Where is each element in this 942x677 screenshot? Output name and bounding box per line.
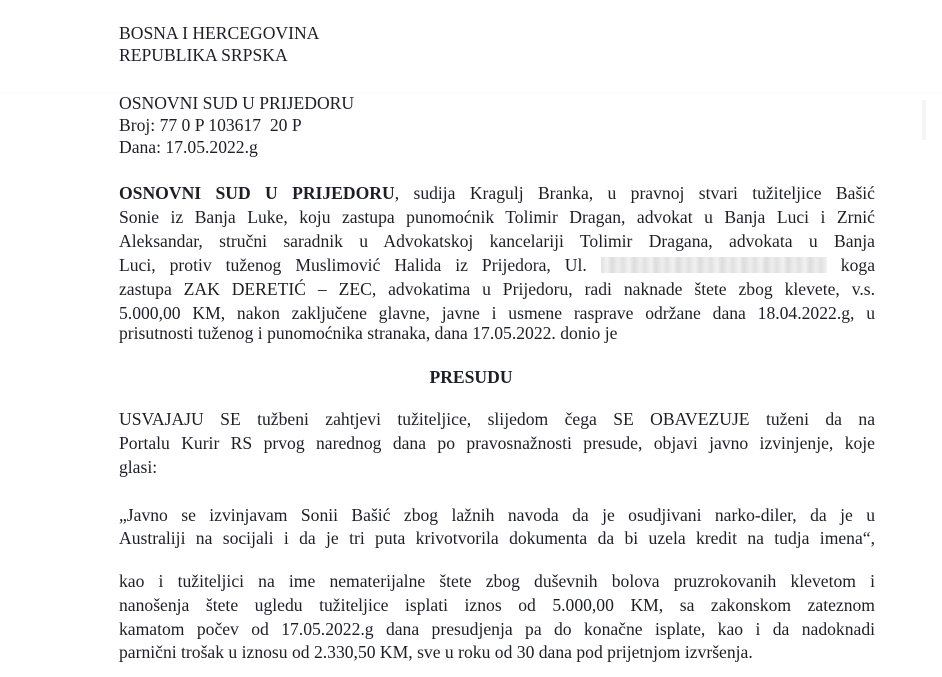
- intro-line-6: 5.000,00 KM, nakon zaključene glavne, javne i usmene rasprave održane dana 18.04.2022.g, u: [119, 303, 875, 323]
- damages-line-1: kao i tužiteljici na ime nematerijalne štete zbog duševnih bolova pruzrokovanih klevetom i: [119, 571, 875, 591]
- header-country: BOSNA I HERCEGOVINA: [119, 23, 320, 43]
- intro-line-2: Sonie iz Banja Luke, koju zastupa punomoćnik Tolimir Dragan, advokat u Banja Luci i Zrnić: [119, 207, 875, 227]
- header-entity: REPUBLIKA SRPSKA: [119, 45, 288, 65]
- scan-edge-artifact: [922, 100, 926, 140]
- quote-line-1: „Javno se izvinjavam Sonii Bašić zbog lažnih navoda da je osudjivani narko-diler, da je u: [119, 505, 875, 525]
- intro-line-4: [119, 254, 875, 276]
- verdict-title: PRESUDU: [429, 367, 513, 387]
- intro-line-4-before: Luci, protiv tuženog Muslimović Halida iz Prijedora, Ul.: [119, 255, 587, 275]
- damages-line-2: nanošenja štete ugledu tužiteljice isplati iznos od 5.000,00 KM, sa zakonskom zateznom: [119, 595, 875, 615]
- intro-line-1-rest: , sudija Kragulj Branka, u pravnoj stvari tužiteljice Bašić: [394, 183, 875, 203]
- header-court: OSNOVNI SUD U PRIJEDORU: [119, 93, 355, 113]
- intro-line-3: Aleksandar, stručni saradnik u Advokatskoj kancelariji Tolimir Dragana, advokata u Banja: [119, 231, 875, 251]
- redacted-address: [601, 257, 827, 273]
- intro-line-5: zastupa ZAK DERETIĆ – ZEC, advokatima u Prijedoru, radi naknade štete zbog klevete, v.s.: [119, 279, 875, 299]
- quote-line-2: Australiji na socijali i da je tri puta krivotvorila dokumenta da bi uzela kredit na tudja imena“,: [119, 528, 875, 548]
- intro-line-4-after: koga: [840, 255, 875, 275]
- verdict-line-1: USVAJAJU SE tužbeni zahtjevi tužiteljice, slijedom čega SE OBAVEZUJE tuženi da na: [119, 409, 875, 429]
- verdict-line-3: glasi:: [119, 457, 158, 477]
- intro-line-7: prisutnosti tuženog i punomoćnika stranaka, dana 17.05.2022. donio je: [119, 323, 618, 343]
- intro-court-name: OSNOVNI SUD U PRIJEDORU: [119, 183, 395, 203]
- intro-line-1: [119, 182, 875, 204]
- damages-line-4: parnični trošak u iznosu od 2.330,50 KM, sve u roku od 30 dana pod prijetnjom izvršenja.: [119, 642, 753, 662]
- verdict-line-2: Portalu Kurir RS prvog narednog dana po pravosnažnosti presude, objavi javno izvinjenje, koje: [119, 433, 875, 453]
- header-case-number: Broj: 77 0 P 103617 20 P: [119, 115, 302, 135]
- damages-line-3: kamatom počev od 17.05.2022.g dana presudjenja pa do konačne isplate, kao i da nadoknadi: [119, 619, 875, 639]
- header-date: Dana: 17.05.2022.g: [119, 137, 258, 157]
